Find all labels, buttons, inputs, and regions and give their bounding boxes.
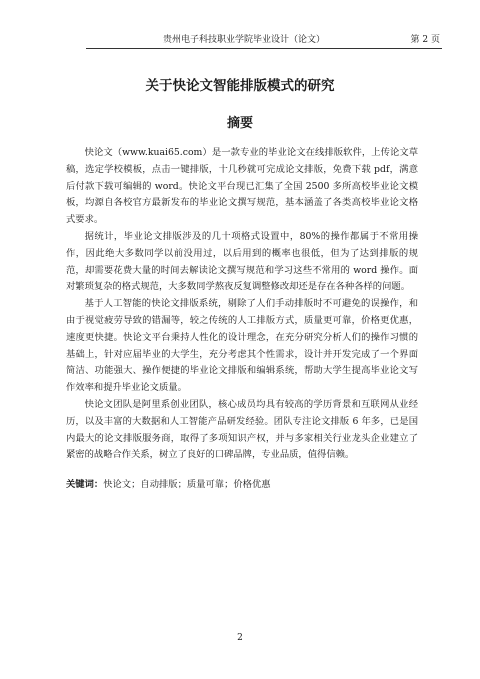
abstract-paragraph: 快论文（www.kuai65.com）是一款专业的毕业论文在线排版软件，上传论文草稿，选定学校模板，点击一键排版，十几秒就可完成论文排版，免费下载 pdf，满意后付款下载可编辑的 word。快论文平台现已汇集了全国 2500 多所高校毕业论文模板，均源自各校官方最新发布的毕业论文撰写规范，基本涵盖了各类高校毕业论文格式要求。 <box>66 147 418 226</box>
header-page-label: 第 2 页 <box>410 35 440 45</box>
keywords-label: 关键词： <box>66 479 104 491</box>
running-header <box>86 34 442 49</box>
abstract-body <box>66 145 418 494</box>
paper-title: 关于快论文智能排版模式的研究 <box>145 78 335 94</box>
keywords-value: 快论文；自动排版；质量可靠；价格优惠 <box>103 479 271 491</box>
abstract-heading: 摘要 <box>226 116 253 131</box>
page-number: 2 <box>237 633 243 643</box>
abstract-paragraph: 基于人工智能的快论文排版系统，剔除了人们手动排版时不可避免的误操作，和由于视觉疲劳导致的错漏等，较之传统的人工排版方式，质量更可靠，价格更优惠，速度更快捷。快论文平台秉持人性化的设计理念，在充分研究分析人们的操作习惯的基础上，针对应届毕业的大学生，充分考虑其个性需求，设计并开发完成了一个界面简洁、功能强大、操作便捷的毕业论文排版和编辑系统，帮助大学生提高毕业论文写作效率和提升毕业论文质量。 <box>66 298 418 394</box>
header-title: 贵州电子科技职业学院毕业设计（论文） <box>162 35 325 45</box>
abstract-paragraph: 据统计，毕业论文排版涉及的几十项格式设置中，80%的操作都属于不常用操作，因此绝大多数同学以前没用过，以后用到的概率也很低，但为了达到排版的规范，却需要花费大量的时间去解读论文撰写规范和学习这些不常用的 word 操作。面对繁琐复杂的格式规范，大多数同学熬夜反复调整修改却还是存在各种各样的问题。 <box>66 230 418 293</box>
abstract-paragraph: 快论文团队是阿里系创业团队，核心成员均具有较高的学历背景和互联网从业经历，以及丰富的大数据和人工智能产品研发经验。团队专注论文排版 6 年多，已是国内最大的论文排版服务商，取得了多项知识产权，并与多家相关行业龙头企业建立了紧密的战略合作关系，树立了良好的口碑品牌，专业品质，值得信赖。 <box>66 398 418 461</box>
keywords-line <box>66 477 418 494</box>
